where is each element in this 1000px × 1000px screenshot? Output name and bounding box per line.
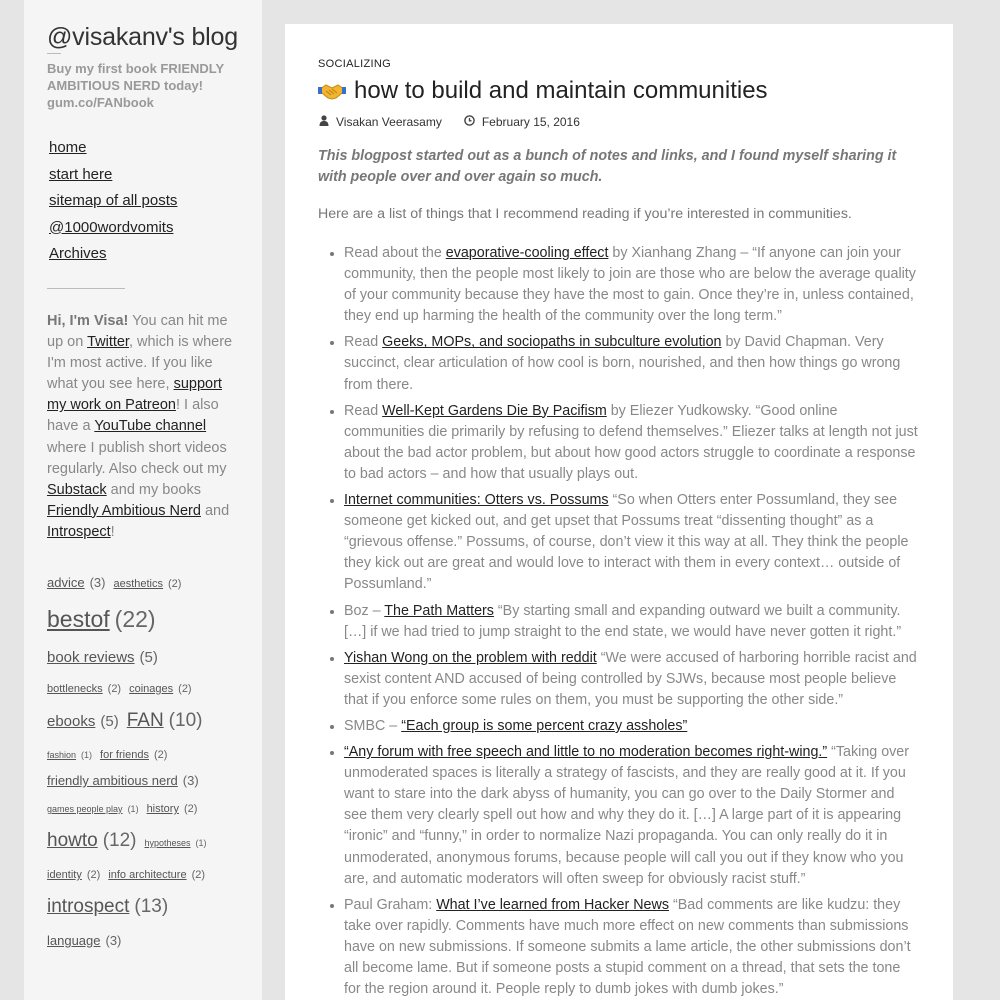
tag-link[interactable]: for friends	[100, 749, 149, 761]
list-item-prefix: Read	[344, 334, 383, 351]
tag-count: (5)	[100, 713, 119, 730]
reference-link[interactable]: Well-Kept Gardens Die By Pacifism	[382, 402, 607, 419]
bio-text: where I publish short videos regularly. Also check out my	[47, 439, 227, 477]
site-description-line: gum.co/FANbook	[47, 95, 154, 110]
tag-link[interactable]: ebooks	[47, 713, 96, 730]
handshake-icon	[318, 79, 346, 103]
post-article	[285, 24, 953, 1000]
tag-row	[47, 641, 240, 675]
reference-link[interactable]: “Any forum with free speech and little to no moderation becomes right-wing.”	[344, 744, 828, 761]
list-item-quote: “By starting small and expanding outward we built a community. […] if we had tried to jump straight to the end state, we would have never gotten it right.”	[344, 602, 902, 640]
fan-book-link[interactable]: Friendly Ambitious Nerd	[47, 502, 201, 519]
site-description	[47, 60, 240, 111]
tag-row	[47, 861, 240, 887]
tag-count: (3)	[89, 575, 106, 590]
post-category[interactable]: SOCIALIZING	[318, 58, 391, 70]
tag-link[interactable]: aesthetics	[113, 578, 163, 590]
tag-link[interactable]: howto	[47, 830, 98, 851]
title-divider	[47, 53, 61, 54]
list-item-quote: “Taking over unmoderated spaces is literally a strategy of fascists, and they are really good at it. If you want to stare into the dark abyss of humanity, you can go over to the Daily Stormer and see them very clearly spell out how and why they do it. […] A large part of it is appearing “ironic” and “funny,” in order to normalize Nazi propaganda. You can only really do it in unmoderated, anonymous forums, because people will call you out if they know who you are, and automatic moderators will often sweep for obviously racist stuff.”	[344, 744, 909, 887]
tag-row	[47, 821, 240, 861]
list-item-prefix: Read about the	[344, 245, 446, 261]
user-icon	[318, 115, 330, 129]
tag-cloud	[47, 569, 240, 955]
tag-link[interactable]: language	[47, 933, 101, 948]
introspect-book-link[interactable]: Introspect	[47, 523, 111, 540]
site-description-line: AMBITIOUS NERD today!	[47, 78, 203, 93]
post-intro: Here are a list of things that I recommend reading if you’re interested in communities.	[318, 206, 852, 222]
tag-count: (13)	[134, 896, 169, 917]
list-item	[344, 332, 920, 395]
tag-link[interactable]: advice	[47, 575, 85, 590]
list-item-prefix: Read	[344, 402, 383, 419]
list-item-quote: by Xianhang Zhang – “If anyone can join your community, then the people most likely to join are those who are below the average quality of your community because they have the most to gain. Once they’re in, unless contained, they end up harming the health of the community over the long term.”	[344, 245, 916, 325]
tag-link[interactable]: FAN	[126, 710, 164, 731]
site-title-link[interactable]: @visakanv's blog	[47, 23, 238, 51]
twitter-link[interactable]: Twitter	[87, 334, 129, 351]
tag-count: (1)	[81, 750, 93, 760]
reference-link[interactable]: Geeks, MOPs, and sociopaths in subculture evolution	[382, 334, 722, 351]
list-item	[344, 401, 920, 485]
bio-greeting: Hi, I'm Visa!	[47, 312, 129, 329]
tag-row	[47, 701, 240, 741]
tag-count: (2)	[107, 683, 122, 695]
tag-count: (2)	[183, 803, 198, 815]
post-title	[318, 76, 920, 106]
tag-link[interactable]: games people play	[47, 804, 123, 814]
tag-row	[47, 927, 240, 955]
list-item	[344, 243, 920, 327]
list-item-prefix: Boz –	[344, 602, 385, 619]
tag-link[interactable]: history	[146, 803, 179, 815]
post-date-link[interactable]: February 15, 2016	[481, 115, 580, 129]
tag-row	[47, 569, 240, 597]
post-author-link[interactable]: Visakan Veerasamy	[336, 115, 442, 129]
youtube-link[interactable]: YouTube channel	[94, 418, 207, 435]
tag-row	[47, 887, 240, 927]
list-item-quote: by David Chapman. Very succinct, clear articulation of how cool is born, nourished, and then how things go wrong from there.	[344, 334, 901, 393]
nav-sitemap[interactable]: sitemap of all posts	[49, 192, 178, 210]
tag-row	[47, 767, 240, 795]
post-meta	[318, 115, 920, 129]
tag-link[interactable]: fashion	[47, 750, 77, 760]
author-bio	[47, 311, 240, 543]
tag-count: (10)	[168, 710, 203, 731]
post-title-text: how to build and maintain communities	[354, 77, 768, 104]
tag-row	[47, 675, 240, 701]
substack-link[interactable]: Substack	[47, 481, 107, 498]
list-item-quote: “So when Otters enter Possumland, they see someone get kicked out, and get upset that Possums treat “dissenting thought” as a “grievous offense.” Possums, of course, don’t view it this way at all. They think the people they kick out are great and would love to interact with them in every context… outside of Possumland.”	[344, 492, 909, 593]
nav-1000wordvomits[interactable]: @1000wordvomits	[49, 218, 174, 236]
list-item	[344, 895, 920, 1000]
clock-icon	[464, 115, 476, 129]
list-item-quote: “We were accused of harboring horrible racist and sexist content AND accused of being controlled by SJWs, because most people believe that if you enforce some rules on them, you must be supporting the other side.”	[344, 649, 917, 708]
tag-row	[47, 795, 240, 821]
tag-count: (5)	[139, 649, 158, 666]
tag-link[interactable]: identity	[47, 869, 82, 881]
list-item	[344, 716, 920, 737]
tag-link[interactable]: bestof	[47, 606, 110, 632]
tag-count: (12)	[102, 830, 137, 851]
list-item-quote: by Eliezer Yudkowsky. “Good online communities die primarily by refusing to defend themselves.” Eliezer talks at length not just about the bad actor problem, but about how good actors struggle to coordinate a response to bad actors – and how that usually plays out.	[344, 402, 918, 482]
recommendation-list	[318, 243, 920, 1000]
reference-link[interactable]: evaporative-cooling effect	[445, 245, 609, 261]
list-item-prefix: SMBC –	[344, 717, 402, 734]
tag-link[interactable]: friendly ambitious nerd	[47, 773, 178, 788]
reference-link[interactable]: What I’ve learned from Hacker News	[436, 896, 669, 913]
bio-text: ! I also have a	[47, 397, 219, 435]
list-item	[344, 742, 920, 890]
nav-home[interactable]: home	[49, 139, 87, 156]
list-item	[344, 601, 920, 643]
sidebar-divider	[47, 288, 125, 289]
reference-link[interactable]: Yishan Wong on the problem with reddit	[344, 649, 597, 666]
list-item-quote: “Bad comments are like kudzu: they take over rapidly. Comments have much more effect on new comments than submissions have on new submissions. If someone submits a lame article, the other submissions don’t all become lame. But if someone posts a stupid comment on a thread, that sets the tone for the region around it. People reply to dumb jokes with dumb jokes.”	[344, 896, 911, 998]
tag-link[interactable]: hypotheses	[144, 838, 191, 848]
nav-start-here[interactable]: start here	[49, 165, 113, 183]
sidebar-nav	[47, 135, 240, 268]
tag-count: (2)	[168, 578, 182, 590]
tag-count: (1)	[127, 804, 139, 814]
tag-count: (2)	[178, 683, 192, 695]
list-item	[344, 648, 920, 711]
tag-row	[47, 741, 240, 767]
reference-link[interactable]: The Path Matters	[384, 602, 494, 619]
bio-text: and my books	[106, 481, 201, 498]
tag-count: (1)	[195, 838, 207, 848]
tag-link[interactable]: bottlenecks	[47, 683, 103, 695]
tag-count: (2)	[191, 869, 206, 881]
reference-link[interactable]: Internet communities: Otters vs. Possums	[344, 492, 609, 509]
tag-count: (2)	[86, 869, 101, 881]
bio-text: and	[200, 502, 230, 519]
site-description-line: Buy my first book FRIENDLY	[47, 61, 225, 76]
reference-link[interactable]: “Each group is some percent crazy assholes”	[401, 717, 688, 734]
bio-text: You can hit me up on	[47, 312, 228, 351]
tag-link[interactable]: introspect	[47, 896, 130, 917]
list-item	[344, 490, 920, 595]
tag-count: (2)	[153, 749, 168, 761]
sidebar	[24, 0, 262, 1000]
patreon-link[interactable]: support my work on Patreon	[47, 376, 222, 414]
bio-text: !	[110, 523, 115, 540]
tag-count: (3)	[105, 933, 122, 948]
tag-row	[47, 597, 240, 641]
nav-archives[interactable]: Archives	[49, 245, 107, 263]
list-item-prefix: Paul Graham:	[344, 896, 437, 913]
tag-link[interactable]: coinages	[129, 683, 174, 695]
tag-link[interactable]: info architecture	[108, 869, 187, 881]
tag-count: (22)	[114, 606, 156, 632]
tag-link[interactable]: book reviews	[47, 649, 135, 666]
post-lede: This blogpost started out as a bunch of notes and links, and I found myself sharing it with people over and over again so much.	[318, 148, 897, 185]
bio-text: , which is where I'm most active. If you like what you see here,	[47, 334, 233, 393]
tag-count: (3)	[182, 773, 199, 788]
